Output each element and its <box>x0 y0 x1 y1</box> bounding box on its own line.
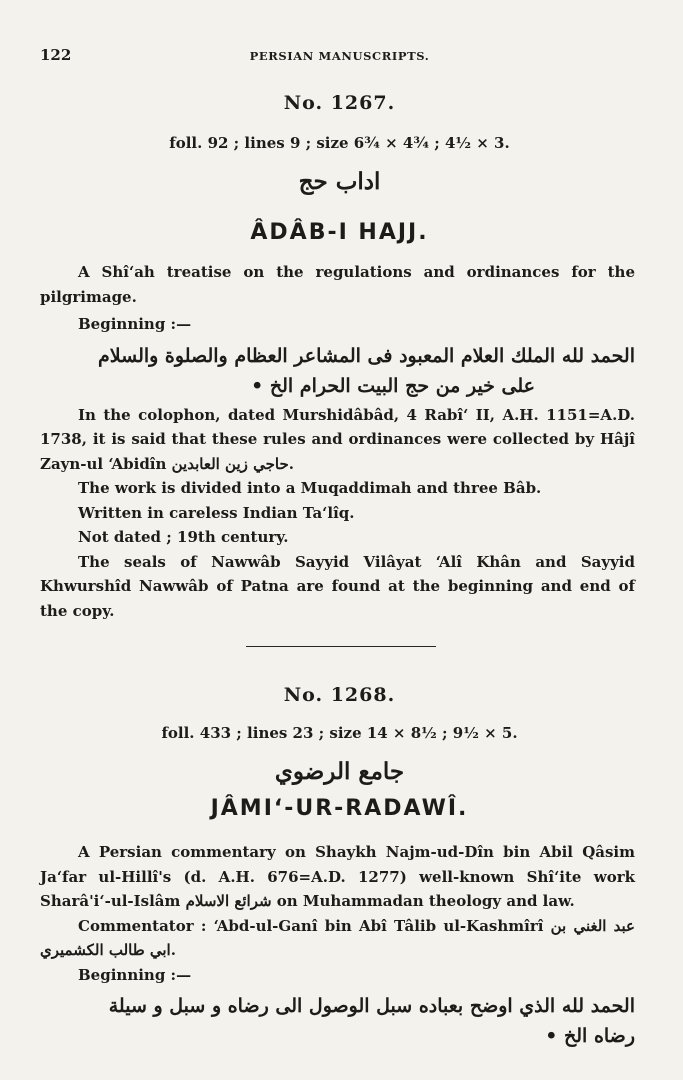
entry-title: JÂMI‘-UR-RADAWÎ. <box>210 796 469 821</box>
folio-info: foll. 92 ; lines 9 ; size 6¾ × 4¾ ; 4½ × 3. <box>169 134 510 152</box>
paragraph: Written in careless Indian Ta‘lîq. <box>78 503 355 522</box>
entry-title: ÂDÂB-I HAJJ. <box>250 220 429 245</box>
commentator: Commentator : ‘Abd-ul-Ganî bin Abî Tâlib ul-Kashmîrî عبد الغني بن ابي طالب الكشميري. <box>40 916 635 959</box>
arabic-title: جامع الرضوي <box>274 758 405 785</box>
arabic-title: اداب حج <box>298 168 381 195</box>
paragraph: The work is divided into a Muqaddimah and three Bâb. <box>78 479 542 497</box>
beginning-arabic: على خير من حج البيت الحرام الخ • <box>251 374 535 397</box>
entry-body <box>40 840 635 1051</box>
page-header <box>40 46 639 68</box>
entry-body <box>40 260 635 623</box>
seals-paragraph: The seals of Nawwâb Sayyid Vilâyat ‘Alî Khân and Sayyid Khwurshîd Nawwâb of Patna are found at the beginning and end of the copy. <box>40 552 635 620</box>
entry-number: No. 1267. <box>283 92 396 114</box>
section-divider <box>246 646 436 647</box>
description: A Persian commentary on Shaykh Najm-ud-Dîn bin Abil Qâsim Ja‘far ul-Hillî's (d. A.H. 676=A.D. 1277) well-known Shî‘ite work Sharâ'i‘-ul-Islâm شرائع الاسلام on Muhammadan theology and law. <box>40 843 635 910</box>
beginning-arabic: الحمد لله الملك العلام المعبود فى المشاعر العظام والصلوة والسلام <box>98 344 635 367</box>
entry-number: No. 1268. <box>283 684 396 706</box>
beginning-label: Beginning :— <box>78 965 192 984</box>
beginning-arabic: رضاه الخ • <box>545 1025 635 1047</box>
paragraph: Not dated ; 19th century. <box>78 528 289 546</box>
page-number: 122 <box>40 46 72 64</box>
beginning-arabic: الحمد لله الذي اوضح بعباده سبل الوصول الى رضاه و سبل و سيلة <box>108 995 635 1017</box>
running-title: PERSIAN MANUSCRIPTS. <box>249 49 430 63</box>
beginning-label: Beginning :— <box>78 315 192 333</box>
description: A Shî‘ah treatise on the regulations and ordinances for the pilgrimage. <box>40 263 635 306</box>
colophon-paragraph: In the colophon, dated Murshidâbâd, 4 Rabî‘ II, A.H. 1151=A.D. 1738, it is said that these rules and ordinances were collected by Hâjî Zayn-ul ‘Abidîn حاجي زين العابدين. <box>40 405 635 473</box>
folio-info: foll. 433 ; lines 23 ; size 14 × 8½ ; 9½ × 5. <box>161 724 518 742</box>
